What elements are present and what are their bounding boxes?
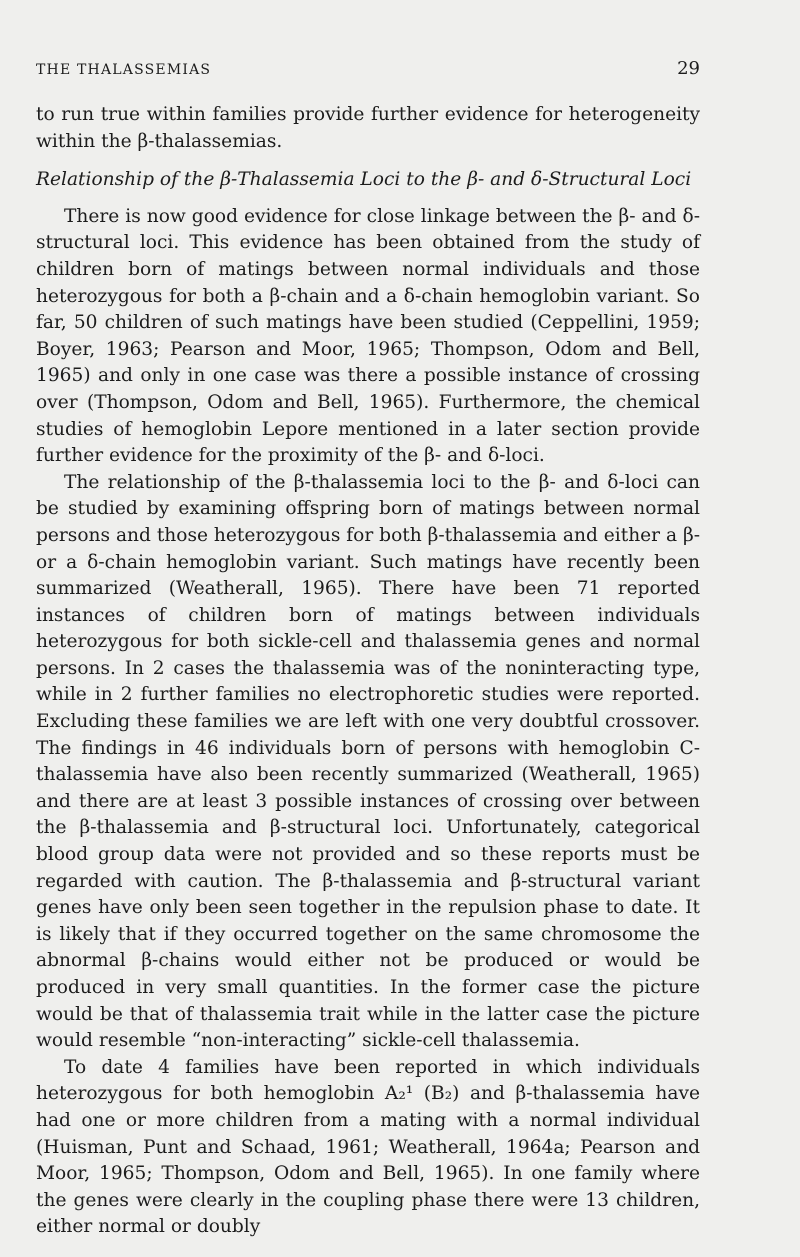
paragraph-hemoglobin-a2-families: To date 4 families have been reported in which individuals heterozygous for both hemoglobin A₂¹ (B₂) and β-thalassemia have had one or more children from a mating with a normal individual (Huisman, Punt and Schaad, 1961; Weatherall, 1964a; Pearson and Moor, 1965; Thompson, Odom and Bell, 1965). In one family where the genes were clearly in the coupling phase there were 13 children, either normal or doubly — [36, 1056, 700, 1238]
body-text — [36, 102, 700, 1241]
running-title: THE THALASSEMIAS — [36, 62, 212, 78]
page-number: 29 — [677, 58, 700, 79]
running-head — [36, 58, 700, 79]
paragraph-thalassemia-loci: The relationship of the β-thalassemia loci to the β- and δ-loci can be studied by examining offspring born of matings between normal persons and those heterozygous for both β-thalassemia and either a β- or a δ-chain hemoglobin variant. Such matings have recently been summarized (Weatherall, 1965). There have been 71 reported instances of children born of matings between individuals heterozygous for both sickle-cell and thalassemia genes and normal persons. In 2 cases the thalassemia was of the noninteracting type, while in 2 further families no electrophoretic studies were reported. Excluding these families we are left with one very doubtful crossover. The findings in 46 individuals born of persons with hemoglobin C-thalassemia have also been recently summarized (Weatherall, 1965) and there are at least 3 possible instances of crossing over between the β-thalassemia and β-structural loci. Unfortunately, categorical blood group data were not provided and so these reports must be regarded with caution. The β-thalassemia and β-structural variant genes have only been seen together in the repulsion phase to date. It is likely that if they occurred together on the same chromosome the abnormal β-chains would either not be produced or would be produced in very small quantities. In the former case the picture would be that of thalassemia trait while in the latter case the picture would resemble “non-interacting” sickle-cell thalassemia. — [36, 471, 700, 1052]
paragraph-linkage-evidence: There is now good evidence for close linkage between the β- and δ-structural loci. This evidence has been obtained from the study of children born of matings between normal individuals and those heterozygous for both a β-chain and a δ-chain hemoglobin variant. So far, 50 children of such matings have been studied (Ceppellini, 1959; Boyer, 1963; Pearson and Moor, 1965; Thompson, Odom and Bell, 1965) and only in one case was there a possible instance of crossing over (Thompson, Odom and Bell, 1965). Furthermore, the chemical studies of hemoglobin Lepore mentioned in a later section provide further evidence for the proximity of the β- and δ-loci. — [36, 205, 700, 467]
section-heading: Relationship of the β-Thalassemia Loci to the β- and δ-Structural Loci — [36, 169, 692, 191]
paragraph-continuation: to run true within families provide further evidence for heterogeneity within the β-thalassemias. — [36, 104, 700, 152]
